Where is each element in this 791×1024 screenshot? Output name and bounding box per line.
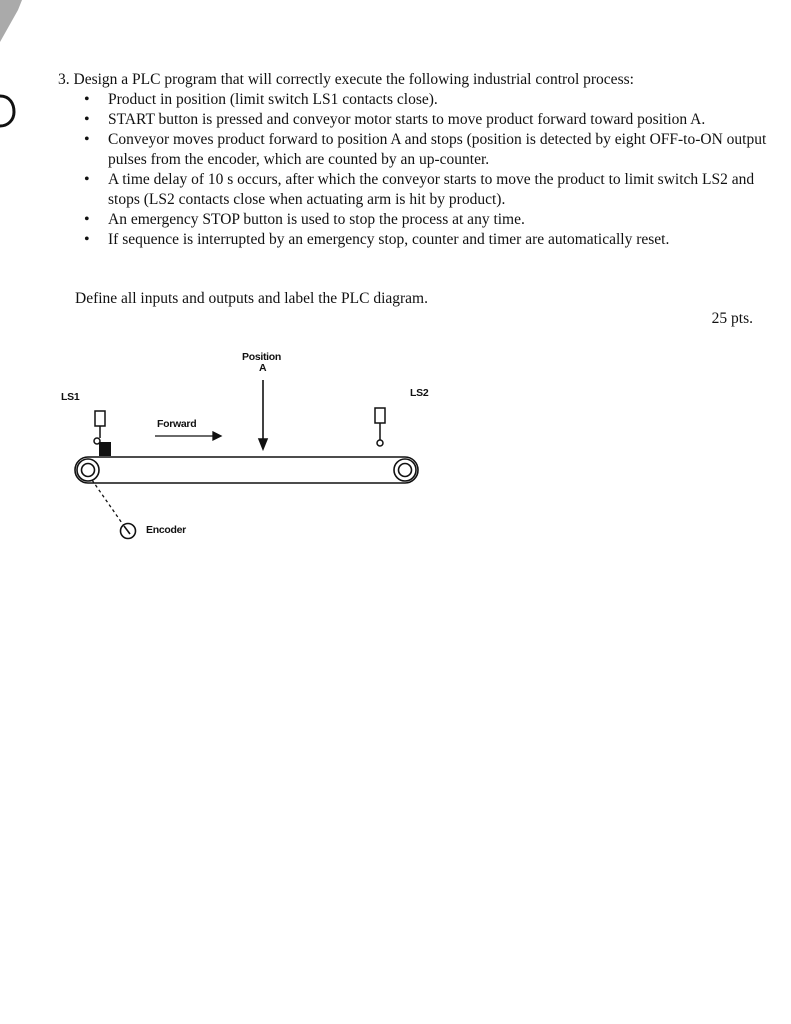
list-item: • Product in position (limit switch LS1 contacts close). — [58, 90, 768, 110]
list-item: • If sequence is interrupted by an emergency stop, counter and timer are automatically reset. — [58, 230, 768, 250]
position-a-label: A — [259, 362, 267, 374]
left-pulley — [77, 459, 99, 481]
list-item: • A time delay of 10 s occurs, after which the conveyor starts to move the product to limit switch LS2 and stops (LS2 contacts close when actuating arm is hit by product). — [58, 170, 768, 210]
list-item: • An emergency STOP button is used to stop the process at any time. — [58, 210, 768, 230]
points-value: 25 pts. — [711, 310, 753, 327]
ls2-limit-switch — [375, 408, 385, 446]
encoder-link — [92, 480, 124, 526]
ls1-limit-switch — [94, 411, 105, 444]
position-label: Position — [242, 351, 282, 363]
ls1-label: LS1 — [61, 391, 80, 403]
forward-label: Forward — [157, 418, 197, 430]
question-text: Design a PLC program that will correctly execute the following industrial control process: — [73, 71, 634, 88]
list-item: • START button is pressed and conveyor motor starts to move product forward toward position A. — [58, 110, 768, 130]
question-number: 3. — [58, 71, 70, 88]
encoder-label: Encoder — [146, 524, 186, 536]
position-a-arrow — [259, 380, 267, 449]
forward-arrow — [155, 432, 221, 440]
instruction-text: Define all inputs and outputs and label the PLC diagram. — [75, 290, 428, 307]
conveyor-belt — [75, 457, 418, 483]
ls2-label: LS2 — [410, 387, 429, 399]
encoder-icon — [121, 524, 136, 539]
list-item: • Conveyor moves product forward to position A and stops (position is detected by eight OFF-to-ON output pulses from the encoder, which are counted by an up-counter. — [58, 130, 768, 170]
product-block — [99, 442, 111, 456]
right-pulley — [394, 459, 416, 481]
